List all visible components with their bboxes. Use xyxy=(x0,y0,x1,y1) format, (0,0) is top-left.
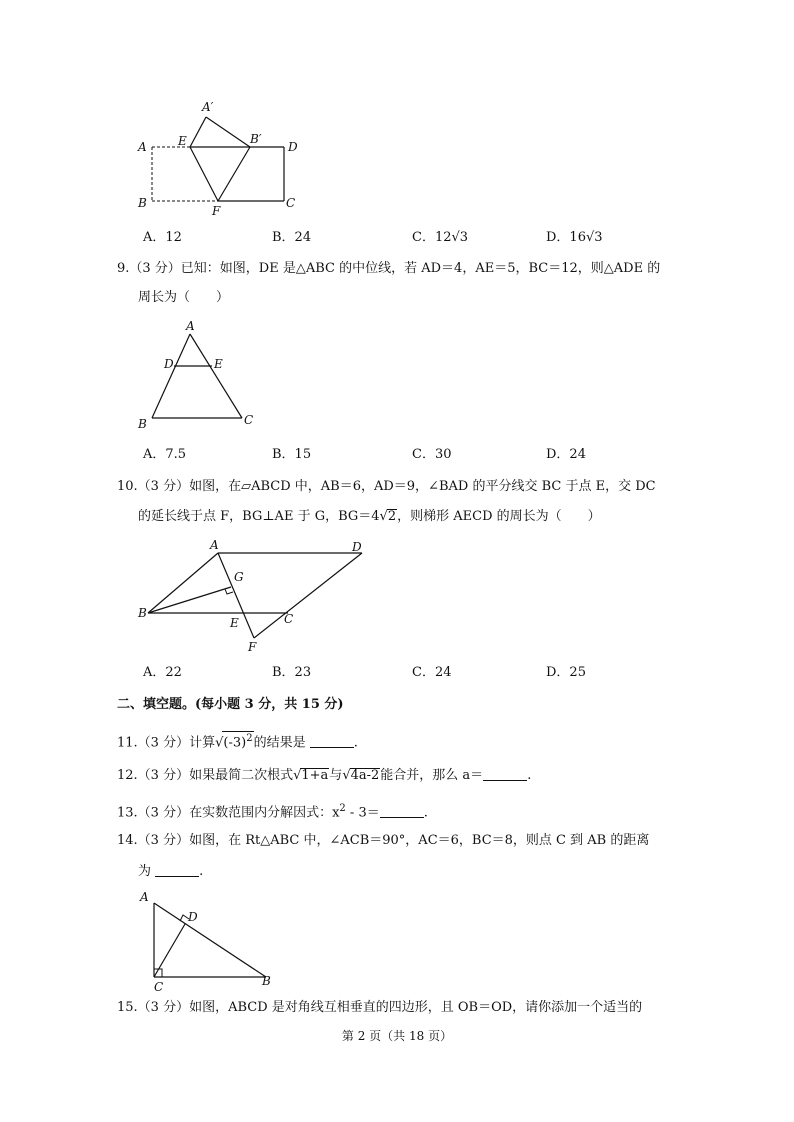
q8-option-b: B．24 xyxy=(272,230,312,245)
q10-line2-b: ，则梯形 AECD 的周长为（ ） xyxy=(397,509,601,524)
q10-line2 xyxy=(138,508,601,526)
q11-text-b: 的结果是 xyxy=(253,735,306,751)
q12-mid: 与 xyxy=(329,768,343,783)
q12-text-a: 12.（3 分）如果最简二次根式 xyxy=(117,768,294,783)
q14-text-b: . xyxy=(199,864,204,879)
figure-q14 xyxy=(130,885,290,995)
q14-text-a: 为 xyxy=(138,864,152,879)
label-A: A xyxy=(140,890,149,904)
q14-answer-blank[interactable] xyxy=(155,863,199,877)
label-E: E xyxy=(230,616,239,630)
q11-text-c: . xyxy=(353,735,358,751)
sqrt-sign: √ xyxy=(215,735,224,751)
q13-text-c: . xyxy=(423,805,428,821)
figure-q10 xyxy=(130,535,380,660)
q11-answer-blank[interactable] xyxy=(310,734,354,748)
page-footer: 第 2 页（共 18 页） xyxy=(341,1029,453,1043)
label-B: B xyxy=(138,606,147,620)
label-A: A xyxy=(210,538,219,552)
label-D: D xyxy=(288,140,298,154)
label-E: E xyxy=(178,134,187,148)
q9-option-b: B．15 xyxy=(272,447,312,462)
q9-option-d: D．24 xyxy=(546,447,586,462)
q10-option-a: A．22 xyxy=(143,665,182,680)
q10-option-d: D．25 xyxy=(546,665,586,680)
figure-q9 xyxy=(130,318,270,436)
q11-radicand: $(-3)^2$ xyxy=(223,733,253,751)
q12-text-c: . xyxy=(527,768,532,783)
q13-answer-blank[interactable] xyxy=(380,804,424,818)
figure-q8 xyxy=(130,95,310,225)
q8-option-c: C．12√3 xyxy=(412,230,469,245)
q12-text-b: 能合并，那么 a＝ xyxy=(380,768,484,783)
label-C: C xyxy=(154,980,164,994)
label-D: D xyxy=(188,910,198,924)
label-F: F xyxy=(248,640,257,654)
q15-line1: 15.（3 分）如图，ABCD 是对角线互相垂直的四边形，且 OB＝OD，请你添加一个适当的 xyxy=(117,1000,643,1015)
label-B: B xyxy=(262,974,271,988)
label-B-prime: B′ xyxy=(250,132,262,146)
q12-answer-blank[interactable] xyxy=(483,767,527,781)
label-A-prime: A′ xyxy=(202,100,214,114)
label-F: F xyxy=(212,204,221,218)
label-D: D xyxy=(164,357,174,371)
sqrt-sign: √ xyxy=(379,509,388,524)
label-A: A xyxy=(138,140,147,154)
q13-exponent: 2 xyxy=(339,803,346,814)
sqrt-sign: √ xyxy=(293,768,302,783)
sqrt-sign: √ xyxy=(342,768,351,783)
q10-option-c: C．24 xyxy=(412,665,452,680)
q11 xyxy=(117,731,358,752)
label-C: C xyxy=(244,413,254,427)
label-E: E xyxy=(214,357,223,371)
label-B: B xyxy=(138,417,147,431)
q9-line1: 9.（3 分）已知：如图，DE 是△ABC 的中位线，若 AD＝4，AE＝5，BC＝12，则△ADE 的 xyxy=(117,261,661,276)
label-A: A xyxy=(186,319,195,333)
q10-option-b: B．23 xyxy=(272,665,312,680)
q10-line2-a: 的延长线于点 F，BG⊥AE 于 G，BG＝4 xyxy=(138,509,380,524)
q13-text-a: 13.（3 分）在实数范围内分解因式：x xyxy=(117,805,340,821)
q13 xyxy=(117,800,428,822)
q10-radicand: 2 xyxy=(387,509,397,524)
q9-option-a: A．7.5 xyxy=(143,447,187,462)
q14-line2 xyxy=(138,863,203,881)
q12-radicand-2: 4a-2 xyxy=(350,768,380,783)
q13-text-b: - 3＝ xyxy=(345,805,380,821)
q10-line1: 10.（3 分）如图，在▱ABCD 中，AB＝6，AD＝9，∠BAD 的平分线交 BC 于点 E，交 DC xyxy=(117,479,656,494)
q12 xyxy=(117,767,531,785)
label-C: C xyxy=(284,612,294,626)
q8-option-d: D．16√3 xyxy=(546,230,603,245)
label-D: D xyxy=(352,540,362,554)
section-2-heading: 二、填空题。(每小题 3 分，共 15 分) xyxy=(117,697,344,712)
q11-exponent: 2 xyxy=(246,733,253,744)
q12-radicand-1: 1+a xyxy=(301,768,329,783)
q9-line2: 周长为（ ） xyxy=(138,290,230,305)
q9-option-c: C．30 xyxy=(412,447,452,462)
label-G: G xyxy=(234,570,244,584)
label-C: C xyxy=(286,196,296,210)
label-B: B xyxy=(138,196,147,210)
q11-text-a: 11.（3 分）计算 xyxy=(117,735,216,751)
q8-option-a: A．12 xyxy=(143,230,182,245)
q14-line1: 14.（3 分）如图，在 Rt△ABC 中，∠ACB＝90°，AC＝6，BC＝8，则点 C 到 AB 的距离 xyxy=(117,833,650,848)
